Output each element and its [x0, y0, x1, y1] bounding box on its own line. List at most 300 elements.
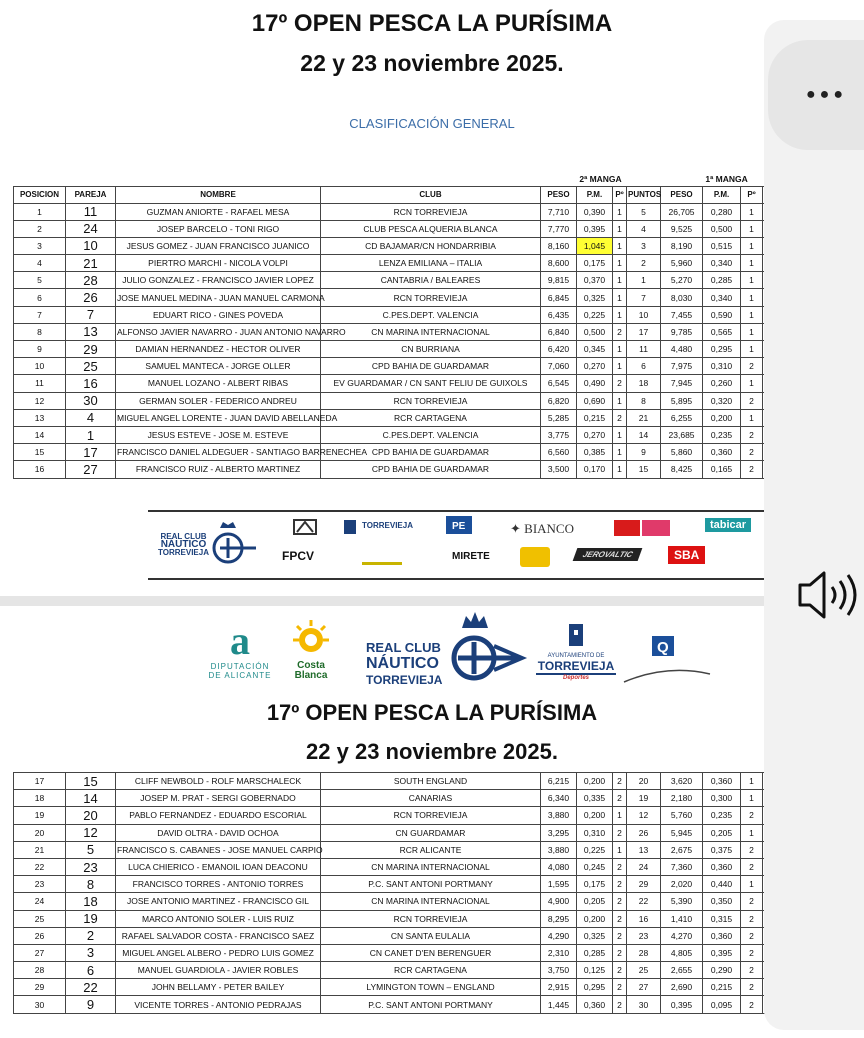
cell-peso1: 1,410 — [661, 910, 703, 927]
calidad-turistica-logo — [622, 634, 712, 693]
cell-pts2: 11 — [627, 341, 661, 358]
cell-p1: 2 — [741, 444, 763, 461]
cell-nombre: FRANCISCO S. CABANES - JOSE MANUEL CARPIO — [116, 841, 321, 858]
cell-peso2: 3,775 — [541, 426, 577, 443]
table-row — [14, 927, 836, 944]
cell-p2: 1 — [613, 255, 627, 272]
cell-pts2: 25 — [627, 962, 661, 979]
cell-p2: 1 — [613, 807, 627, 824]
cell-pareja: 8 — [66, 876, 116, 893]
cell-pareja: 27 — [66, 461, 116, 478]
cell-pareja: 25 — [66, 358, 116, 375]
cell-peso1: 9,525 — [661, 220, 703, 237]
cell-p1: 1 — [741, 306, 763, 323]
cell-pm2: 0,175 — [577, 255, 613, 272]
classification-table-top — [13, 172, 793, 479]
cell-pareja: 11 — [66, 203, 116, 220]
cell-pm2: 0,370 — [577, 272, 613, 289]
cell-p1: 2 — [741, 841, 763, 858]
cell-p2: 1 — [613, 306, 627, 323]
cell-peso2: 6,845 — [541, 289, 577, 306]
cell-p1: 1 — [741, 289, 763, 306]
cell-p2: 2 — [613, 790, 627, 807]
cell-pos: 4 — [14, 255, 66, 272]
table-row — [14, 255, 793, 272]
cell-nombre: SAMUEL MANTECA - JORGE OLLER — [116, 358, 321, 375]
cell-p2: 1 — [613, 237, 627, 254]
cell-peso2: 6,840 — [541, 323, 577, 340]
cell-p1: 2 — [741, 807, 763, 824]
cell-pm2: 0,170 — [577, 461, 613, 478]
cell-peso2: 6,560 — [541, 444, 577, 461]
table-row — [14, 461, 793, 478]
cell-peso2: 3,295 — [541, 824, 577, 841]
cell-peso1: 5,860 — [661, 444, 703, 461]
cell-club: CD BAJAMAR/CN HONDARRIBIA — [321, 237, 541, 254]
cell-pm1: 0,310 — [703, 358, 741, 375]
cell-pm2: 0,360 — [577, 996, 613, 1013]
cell-p2: 2 — [613, 910, 627, 927]
cell-nombre: JOSEP BARCELO - TONI RIGO — [116, 220, 321, 237]
cell-nombre: MIGUEL ANGEL LORENTE - JUAN DAVID ABELLANEDA — [116, 409, 321, 426]
cell-pos: 1 — [14, 203, 66, 220]
diputacion-logo: a DIPUTACIÓN DE ALICANTE — [205, 620, 275, 680]
cell-pm1: 0,375 — [703, 841, 741, 858]
table-row — [14, 996, 836, 1013]
cell-club: RCN TORREVIEJA — [321, 807, 541, 824]
cell-club: LYMINGTON TOWN – ENGLAND — [321, 979, 541, 996]
cell-pos: 3 — [14, 237, 66, 254]
cell-pm2: 0,690 — [577, 392, 613, 409]
cell-pm2: 0,125 — [577, 962, 613, 979]
cell-p1: 2 — [741, 858, 763, 875]
cell-pos: 27 — [14, 944, 66, 961]
cell-pareja: 23 — [66, 858, 116, 875]
cell-pos: 10 — [14, 358, 66, 375]
cell-club: CPD BAHIA DE GUARDAMAR — [321, 461, 541, 478]
cell-nombre: GERMAN SOLER - FEDERICO ANDREU — [116, 392, 321, 409]
tabicar-sponsor: tabicar — [705, 518, 751, 532]
cell-nombre: ALFONSO JAVIER NAVARRO - JUAN ANTONIO NAVARRO — [116, 323, 321, 340]
cell-pareja: 2 — [66, 927, 116, 944]
cell-club: EV GUARDAMAR / CN SANT FELIU DE GUIXOLS — [321, 375, 541, 392]
sun-icon — [289, 618, 333, 656]
col-puesto-2: Pº — [613, 186, 627, 203]
cell-club: CN MARINA INTERNACIONAL — [321, 323, 541, 340]
table-row — [14, 979, 836, 996]
mirete-sponsor: MIRETE — [452, 551, 490, 562]
cell-peso2: 2,310 — [541, 944, 577, 961]
cell-pts2: 22 — [627, 893, 661, 910]
cell-peso2: 3,880 — [541, 841, 577, 858]
cell-club: RCR CARTAGENA — [321, 962, 541, 979]
cell-pm1: 0,295 — [703, 341, 741, 358]
cell-pos: 29 — [14, 979, 66, 996]
cell-pts2: 14 — [627, 426, 661, 443]
cell-pm1: 0,235 — [703, 426, 741, 443]
cell-p1: 1 — [741, 237, 763, 254]
cell-pts2: 15 — [627, 461, 661, 478]
cell-pm1: 0,260 — [703, 375, 741, 392]
cell-p1: 1 — [741, 375, 763, 392]
cell-pm1: 0,440 — [703, 876, 741, 893]
cell-pareja: 30 — [66, 392, 116, 409]
cell-pm1: 0,360 — [703, 773, 741, 790]
cell-pts2: 8 — [627, 392, 661, 409]
ayto-crest-icon — [292, 518, 318, 536]
table-row — [14, 220, 793, 237]
cell-p2: 1 — [613, 358, 627, 375]
cell-p1: 1 — [741, 220, 763, 237]
table-row — [14, 409, 793, 426]
cell-pos: 20 — [14, 824, 66, 841]
cell-peso2: 9,815 — [541, 272, 577, 289]
cell-club: RCN TORREVIEJA — [321, 392, 541, 409]
cell-pm1: 0,320 — [703, 392, 741, 409]
cell-pm2: 0,395 — [577, 220, 613, 237]
cell-club: RCR CARTAGENA — [321, 409, 541, 426]
sound-icon[interactable] — [790, 565, 860, 625]
cell-pm2: 0,490 — [577, 375, 613, 392]
cell-p2: 1 — [613, 220, 627, 237]
cell-club: RCN TORREVIEJA — [321, 289, 541, 306]
table-row — [14, 807, 836, 824]
cell-peso1: 7,455 — [661, 306, 703, 323]
cell-p2: 1 — [613, 461, 627, 478]
cell-pos: 5 — [14, 272, 66, 289]
cell-p2: 2 — [613, 944, 627, 961]
cell-pareja: 20 — [66, 807, 116, 824]
cell-peso2: 2,915 — [541, 979, 577, 996]
table-row — [14, 824, 836, 841]
cell-pm2: 0,215 — [577, 409, 613, 426]
cell-pts2: 6 — [627, 358, 661, 375]
cell-p2: 1 — [613, 272, 627, 289]
cell-p1: 2 — [741, 962, 763, 979]
cell-pm2: 0,500 — [577, 323, 613, 340]
cell-peso1: 5,760 — [661, 807, 703, 824]
cell-pareja: 26 — [66, 289, 116, 306]
page-separator — [0, 596, 864, 606]
cell-peso1: 26,705 — [661, 203, 703, 220]
cell-pm1: 0,340 — [703, 289, 741, 306]
cell-p2: 2 — [613, 858, 627, 875]
cell-p1: 1 — [741, 341, 763, 358]
cell-club: RCN TORREVIEJA — [321, 203, 541, 220]
cell-pm1: 0,290 — [703, 962, 741, 979]
cell-pareja: 14 — [66, 790, 116, 807]
cell-pts2: 28 — [627, 944, 661, 961]
table-row — [14, 910, 836, 927]
rcnt-logo: REAL CLUB NÁUTICO TORREVIEJA — [366, 640, 443, 687]
cell-pm2: 0,345 — [577, 341, 613, 358]
cell-p1: 2 — [741, 358, 763, 375]
bianco-star-icon: ✦ — [510, 521, 521, 536]
cell-peso2: 4,900 — [541, 893, 577, 910]
cell-p1: 1 — [741, 323, 763, 340]
cell-peso2: 8,295 — [541, 910, 577, 927]
cell-pts2: 19 — [627, 790, 661, 807]
cell-pm1: 0,205 — [703, 824, 741, 841]
cell-peso1: 5,945 — [661, 824, 703, 841]
cell-p2: 1 — [613, 841, 627, 858]
cell-peso2: 6,215 — [541, 773, 577, 790]
cell-nombre: LUCA CHIERICO - EMANOIL IOAN DEACONU — [116, 858, 321, 875]
cell-club: P.C. SANT ANTONI PORTMANY — [321, 996, 541, 1013]
cell-p2: 1 — [613, 341, 627, 358]
cell-nombre: MIGUEL ANGEL ALBERO - PEDRO LUIS GOMEZ — [116, 944, 321, 961]
cell-p1: 2 — [741, 426, 763, 443]
tower-icon — [567, 622, 585, 648]
cell-peso1: 4,480 — [661, 341, 703, 358]
cell-peso1: 2,655 — [661, 962, 703, 979]
cell-p2: 2 — [613, 996, 627, 1013]
cell-pts2: 17 — [627, 323, 661, 340]
cell-club: CN BURRIANA — [321, 341, 541, 358]
sba-sponsor: SBA — [668, 546, 705, 564]
cell-pareja: 15 — [66, 773, 116, 790]
cell-peso2: 1,445 — [541, 996, 577, 1013]
cell-pareja: 12 — [66, 824, 116, 841]
cell-peso2: 6,435 — [541, 306, 577, 323]
col-peso-2: PESO — [541, 186, 577, 203]
cell-p1: 2 — [741, 461, 763, 478]
cell-nombre: CLIFF NEWBOLD - ROLF MARSCHALECK — [116, 773, 321, 790]
cell-peso2: 4,290 — [541, 927, 577, 944]
cell-pm1: 0,315 — [703, 910, 741, 927]
cell-peso1: 7,945 — [661, 375, 703, 392]
cell-peso2: 7,770 — [541, 220, 577, 237]
cell-club: RCR ALICANTE — [321, 841, 541, 858]
cell-pts2: 21 — [627, 409, 661, 426]
cell-club: LENZA EMILIANA – ITALIA — [321, 255, 541, 272]
cell-peso1: 8,030 — [661, 289, 703, 306]
table-row — [14, 289, 793, 306]
table-row — [14, 237, 793, 254]
table-row — [14, 341, 793, 358]
cell-pareja: 9 — [66, 996, 116, 1013]
fpcv-sponsor: FPCV — [282, 549, 315, 563]
cell-peso2: 7,060 — [541, 358, 577, 375]
cell-pareja: 13 — [66, 323, 116, 340]
cell-pareja: 4 — [66, 409, 116, 426]
cell-peso2: 6,820 — [541, 392, 577, 409]
cell-nombre: DAVID OLTRA - DAVID OCHOA — [116, 824, 321, 841]
cell-pos: 16 — [14, 461, 66, 478]
cell-pareja: 6 — [66, 962, 116, 979]
cell-pm1: 0,360 — [703, 858, 741, 875]
cell-nombre: FRANCISCO TORRES - ANTONIO TORRES — [116, 876, 321, 893]
col-pm-1: P.M. — [703, 186, 741, 203]
cell-pm2: 0,385 — [577, 444, 613, 461]
cell-pm2: 0,225 — [577, 841, 613, 858]
cell-pts2: 2 — [627, 255, 661, 272]
cell-pts2: 5 — [627, 203, 661, 220]
manga2-header: 2ª MANGA — [541, 172, 661, 186]
cell-pos: 7 — [14, 306, 66, 323]
cell-peso1: 23,685 — [661, 426, 703, 443]
cell-club: CN SANTA EULALIA — [321, 927, 541, 944]
cell-pm1: 0,215 — [703, 979, 741, 996]
cell-pm1: 0,395 — [703, 944, 741, 961]
manga1-header: 1ª MANGA — [661, 172, 793, 186]
cell-p2: 2 — [613, 323, 627, 340]
cell-pos: 19 — [14, 807, 66, 824]
cell-pm2: 0,200 — [577, 910, 613, 927]
cell-pos: 11 — [14, 375, 66, 392]
cell-nombre: PABLO FERNANDEZ - EDUARDO ESCORIAL — [116, 807, 321, 824]
cell-pos: 8 — [14, 323, 66, 340]
cell-pm1: 0,340 — [703, 255, 741, 272]
cell-nombre: JESUS ESTEVE - JOSE M. ESTEVE — [116, 426, 321, 443]
cell-pareja: 10 — [66, 237, 116, 254]
cell-pts2: 12 — [627, 807, 661, 824]
cell-pos: 15 — [14, 444, 66, 461]
cell-nombre: VICENTE TORRES - ANTONIO PEDRAJAS — [116, 996, 321, 1013]
table-row — [14, 203, 793, 220]
cell-pm1: 0,360 — [703, 927, 741, 944]
cell-pm1: 0,360 — [703, 444, 741, 461]
cell-p1: 1 — [741, 824, 763, 841]
cell-pareja: 18 — [66, 893, 116, 910]
svg-text:PE: PE — [452, 521, 466, 532]
cell-peso1: 4,270 — [661, 927, 703, 944]
jeroaltic-sponsor: JEROVALTIC — [573, 548, 643, 561]
cell-pts2: 9 — [627, 444, 661, 461]
cell-peso1: 8,190 — [661, 237, 703, 254]
cell-nombre: JULIO GONZALEZ - FRANCISCO JAVIER LOPEZ — [116, 272, 321, 289]
cell-peso1: 7,360 — [661, 858, 703, 875]
cell-peso1: 8,425 — [661, 461, 703, 478]
cell-nombre: MANUEL LOZANO - ALBERT RIBAS — [116, 375, 321, 392]
cell-pareja: 29 — [66, 341, 116, 358]
table-row — [14, 841, 836, 858]
cell-p1: 1 — [741, 409, 763, 426]
torrevieja-sponsor: TORREVIEJA — [362, 521, 413, 530]
cell-peso1: 0,395 — [661, 996, 703, 1013]
table-row — [14, 444, 793, 461]
cell-pos: 18 — [14, 790, 66, 807]
cell-pm1: 0,515 — [703, 237, 741, 254]
cell-pos: 22 — [14, 858, 66, 875]
cell-p1: 1 — [741, 876, 763, 893]
cell-pts2: 24 — [627, 858, 661, 875]
cell-p2: 2 — [613, 876, 627, 893]
event-date-repeat: 22 y 23 noviembre 2025. — [306, 739, 558, 764]
cell-peso1: 6,255 — [661, 409, 703, 426]
classification-table-bottom — [13, 772, 836, 1014]
torrevieja-flag-icon — [344, 520, 356, 534]
cell-p2: 1 — [613, 426, 627, 443]
cell-peso2: 6,420 — [541, 341, 577, 358]
table-row — [14, 944, 836, 961]
cell-p1: 1 — [741, 773, 763, 790]
cell-nombre: JOHN BELLAMY - PETER BAILEY — [116, 979, 321, 996]
cell-peso2: 1,595 — [541, 876, 577, 893]
table-row — [14, 272, 793, 289]
col-nombre: NOMBRE — [116, 186, 321, 203]
cell-nombre: GUZMAN ANIORTE - RAFAEL MESA — [116, 203, 321, 220]
cell-nombre: RAFAEL SALVADOR COSTA - FRANCISCO SAEZ — [116, 927, 321, 944]
section-subtitle: CLASIFICACIÓN GENERAL — [349, 116, 515, 131]
cell-pos: 21 — [14, 841, 66, 858]
cell-p1: 1 — [741, 203, 763, 220]
cell-club: C.PES.DEPT. VALENCIA — [321, 306, 541, 323]
bianco-sponsor: ✦ BIANCO — [510, 521, 574, 536]
cell-club: CANARIAS — [321, 790, 541, 807]
cell-pareja: 7 — [66, 306, 116, 323]
cell-peso2: 4,080 — [541, 858, 577, 875]
cell-pm1: 0,350 — [703, 893, 741, 910]
cell-pts2: 16 — [627, 910, 661, 927]
cell-p1: 1 — [741, 790, 763, 807]
cell-peso2: 3,880 — [541, 807, 577, 824]
cell-pm2: 0,225 — [577, 306, 613, 323]
table-row — [14, 858, 836, 875]
cell-club: C.PES.DEPT. VALENCIA — [321, 426, 541, 443]
cell-p1: 2 — [741, 944, 763, 961]
cell-nombre: FRANCISCO DANIEL ALDEGUER - SANTIAGO BARRENECHEA — [116, 444, 321, 461]
q-quality-icon — [622, 634, 712, 688]
cell-pareja: 19 — [66, 910, 116, 927]
cell-pos: 26 — [14, 927, 66, 944]
pablo-espinosa-logo-icon — [446, 516, 472, 534]
cell-peso1: 2,675 — [661, 841, 703, 858]
cell-peso2: 3,750 — [541, 962, 577, 979]
table-row — [14, 773, 836, 790]
cell-pareja: 16 — [66, 375, 116, 392]
table-row — [14, 358, 793, 375]
cell-peso1: 2,020 — [661, 876, 703, 893]
cell-pm1: 0,235 — [703, 807, 741, 824]
cell-pm2: 0,175 — [577, 876, 613, 893]
cell-nombre: MANUEL GUARDIOLA - JAVIER ROBLES — [116, 962, 321, 979]
cell-nombre: JESUS GOMEZ - JUAN FRANCISCO JUANICO — [116, 237, 321, 254]
cell-nombre: JOSE ANTONIO MARTINEZ - FRANCISCO GIL — [116, 893, 321, 910]
cell-club: CN GUARDAMAR — [321, 824, 541, 841]
cell-pos: 23 — [14, 876, 66, 893]
rcnt-emblem-icon — [210, 520, 260, 568]
cell-peso2: 8,600 — [541, 255, 577, 272]
cell-pareja: 17 — [66, 444, 116, 461]
cell-club: CN CANET D'EN BERENGUER — [321, 944, 541, 961]
more-dots-icon[interactable]: ●●● — [806, 86, 847, 103]
cell-p2: 2 — [613, 893, 627, 910]
cell-peso1: 5,270 — [661, 272, 703, 289]
side-panel — [764, 20, 864, 1030]
cell-pareja: 24 — [66, 220, 116, 237]
cell-pos: 12 — [14, 392, 66, 409]
cell-pm1: 0,280 — [703, 203, 741, 220]
cell-club: P.C. SANT ANTONI PORTMANY — [321, 876, 541, 893]
cell-p1: 2 — [741, 979, 763, 996]
rcnt-anchor-emblem-icon — [444, 606, 524, 686]
cell-club: CANTABRIA / BALEARES — [321, 272, 541, 289]
cell-p1: 2 — [741, 996, 763, 1013]
cell-peso2: 3,500 — [541, 461, 577, 478]
col-puesto-1: Pº — [741, 186, 763, 203]
sponsor-divider-bottom — [148, 578, 768, 580]
cell-pos: 30 — [14, 996, 66, 1013]
cell-club: SOUTH ENGLAND — [321, 773, 541, 790]
cell-pm2: 0,285 — [577, 944, 613, 961]
page-title-repeat: 17º OPEN PESCA LA PURÍSIMA — [266, 700, 598, 725]
page-title: 17º OPEN PESCA LA PURÍSIMA — [251, 10, 613, 37]
cell-peso1: 9,785 — [661, 323, 703, 340]
cell-pts2: 10 — [627, 306, 661, 323]
cell-pos: 25 — [14, 910, 66, 927]
table-row — [14, 876, 836, 893]
